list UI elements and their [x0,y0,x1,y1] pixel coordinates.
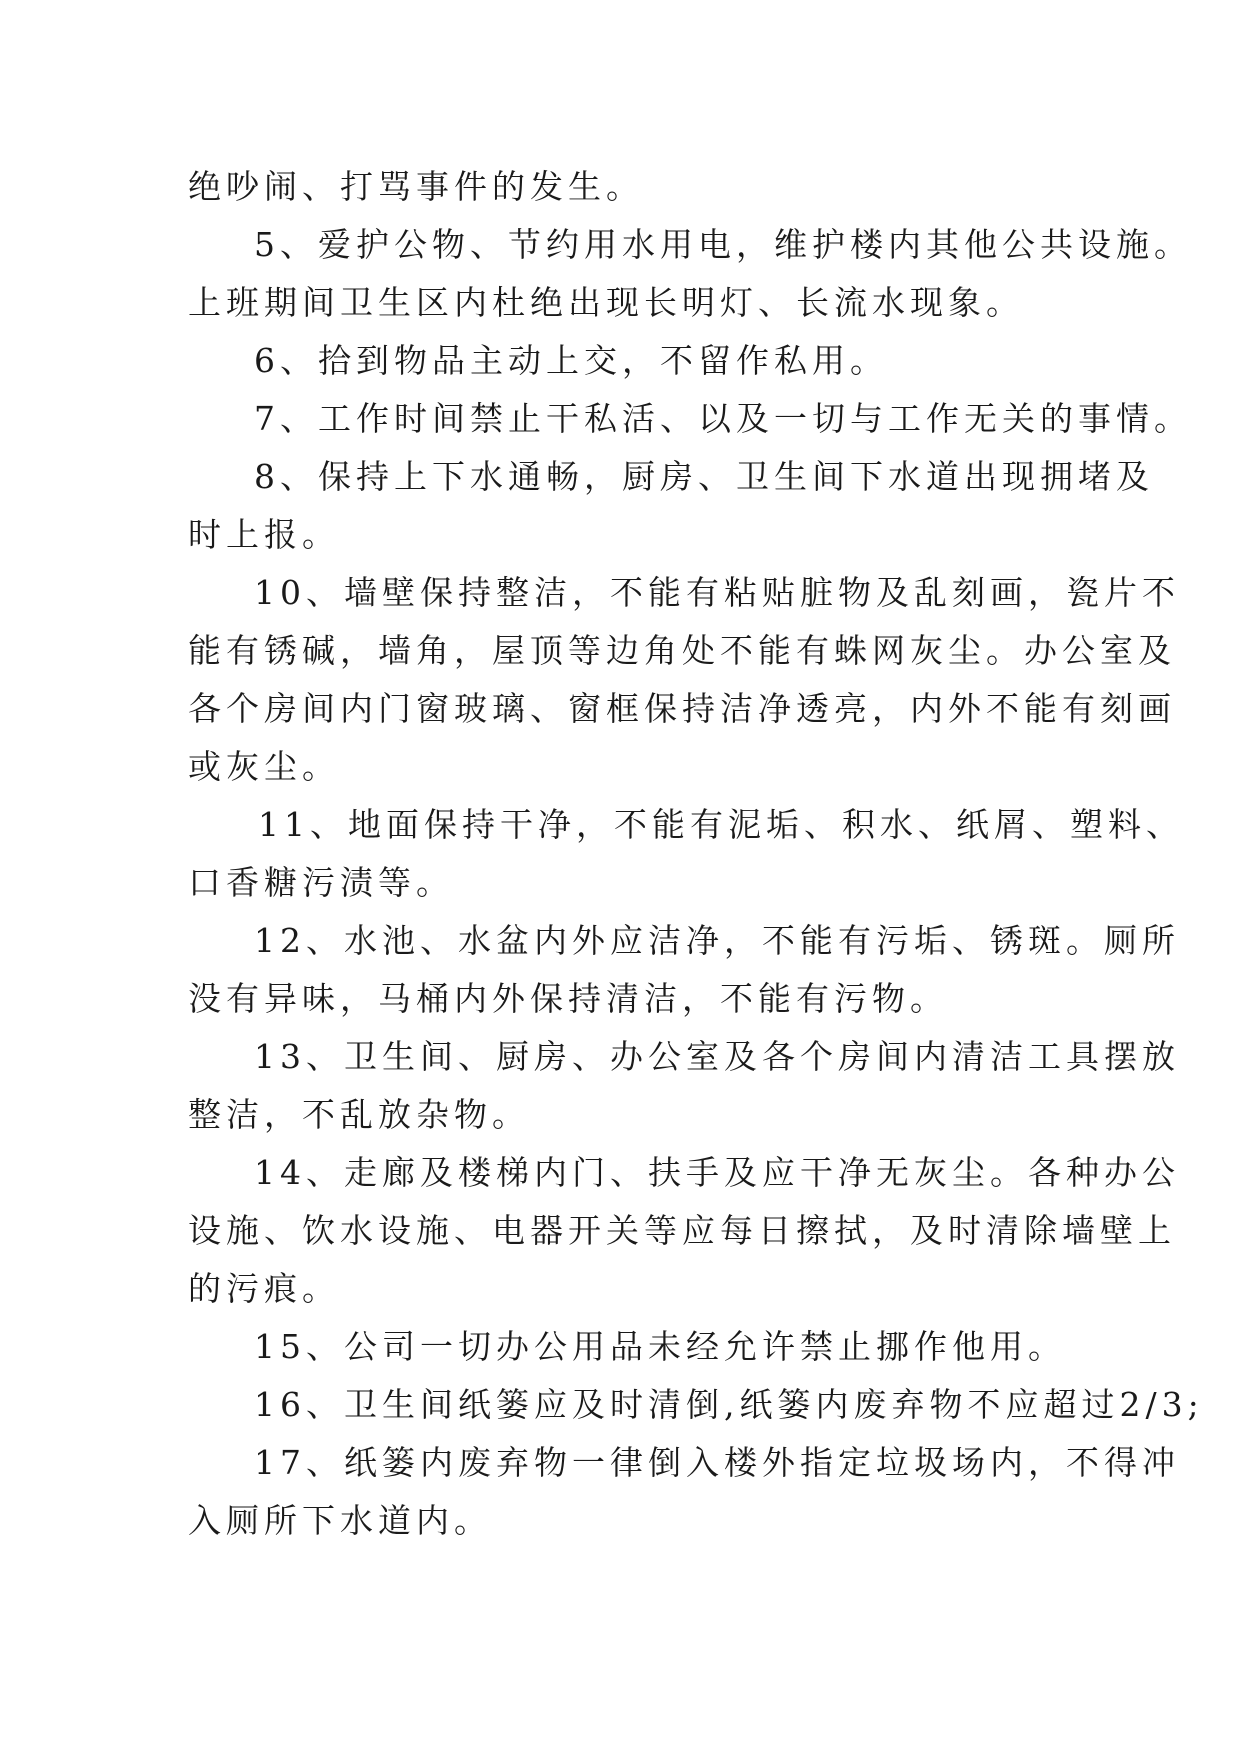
text-line: 整洁，不乱放杂物。 [188,1095,530,1134]
text-line: 的污痕。 [188,1269,340,1308]
text-line-item-15: 15、公司一切办公用品未经允许禁止挪作他用。 [254,1327,1066,1366]
text-line: 没有异味，马桶内外保持清洁，不能有污物。 [188,979,948,1018]
text-line: 口香糖污渍等。 [188,863,454,902]
text-line: 能有锈碱，墙角，屋顶等边角处不能有蛛网灰尘。办公室及 [188,631,1176,670]
text-line-item-8: 8、保持上下水通畅，厨房、卫生间下水道出现拥堵及 [254,457,1154,496]
text-line: 入厕所下水道内。 [188,1501,492,1540]
text-line: 设施、饮水设施、电器开关等应每日擦拭，及时清除墙壁上 [188,1211,1176,1250]
text-line-item-16: 16、卫生间纸篓应及时清倒,纸篓内废弃物不应超过2/3; [254,1385,1204,1424]
text-line-item-10: 10、墙壁保持整洁，不能有粘贴脏物及乱刻画，瓷片不 [254,573,1180,612]
text-line: 上班期间卫生区内杜绝出现长明灯、长流水现象。 [188,283,1024,322]
text-line-item-7: 7、工作时间禁止干私活、以及一切与工作无关的事情。 [254,399,1192,438]
text-line: 时上报。 [188,515,340,554]
text-line: 或灰尘。 [188,747,340,786]
text-line-item-5: 5、爱护公物、节约用水用电，维护楼内其他公共设施。 [254,225,1192,264]
document-body [188,158,1204,1550]
text-line-item-14: 14、走廊及楼梯内门、扶手及应干净无灰尘。各种办公 [254,1153,1180,1192]
text-line-item-13: 13、卫生间、厨房、办公室及各个房间内清洁工具摆放 [254,1037,1180,1076]
text-line: 绝吵闹、打骂事件的发生。 [188,167,644,206]
text-line-item-11: 11、地面保持干净，不能有泥垢、积水、纸屑、塑料、 [258,805,1184,844]
text-line-item-6: 6、拾到物品主动上交，不留作私用。 [254,341,888,380]
text-line-item-12: 12、水池、水盆内外应洁净，不能有污垢、锈斑。厕所 [254,921,1180,960]
text-line: 各个房间内门窗玻璃、窗框保持洁净透亮，内外不能有刻画 [188,689,1176,728]
text-line-item-17: 17、纸篓内废弃物一律倒入楼外指定垃圾场内，不得冲 [254,1443,1180,1482]
